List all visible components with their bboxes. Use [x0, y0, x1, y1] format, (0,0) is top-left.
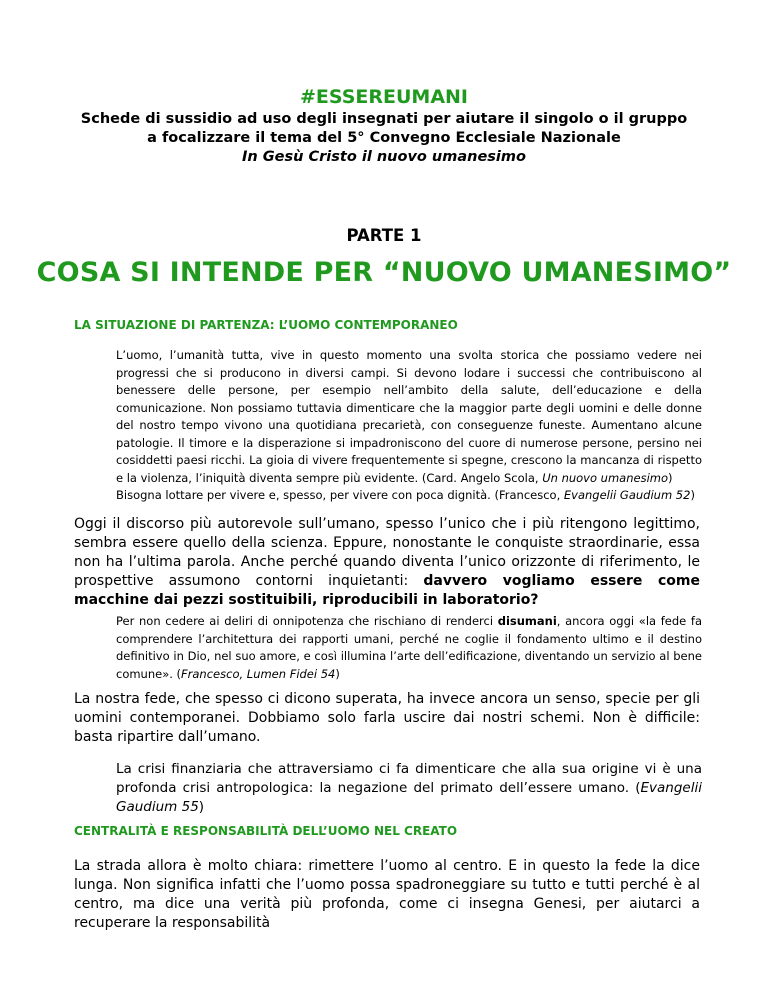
section-heading-centralita: CENTRALITÀ E RESPONSABILITÀ DELL’UOMO NEL CREATO — [74, 824, 458, 838]
quote-scola-text: L’uomo, l’umanità tutta, vive in questo momento una svolta storica che possiamo vedere nei progressi che si producono in diversi campi. Si devono lodare i successi che contribuiscono al benessere delle persone, per esempio nell’ambito della salute, dell’educazione e della comunicazione. Non possiamo tuttavia dimenticare che la maggior parte degli uomini e delle donne del nostro tempo vivono una quotidiana precarietà, con conseguenze funeste. Aumentano alcune patologie. Il timore e la disperazione si impadroniscono del cuore di numerose persone, persino nei cosiddetti paesi ricchi. La gioia di vivere frequentemente si spegne, crescono la mancanza di rispetto e la violenza, l’iniquità diventa sempre più evidente. (Card. Angelo Scola, — [116, 348, 702, 485]
quote-lf-source: Francesco, Lumen Fidei 54 — [181, 666, 336, 681]
quote-eg52-source: Evangelii Gaudium 52 — [563, 488, 691, 502]
quote-eg52 — [116, 487, 702, 505]
document-hashtag: #ESSEREUMANI — [299, 86, 468, 108]
document-subtitle — [60, 110, 708, 167]
subtitle-line-3: In Gesù Cristo il nuovo umanesimo — [242, 149, 526, 165]
quote-scola-end: ) — [668, 470, 673, 485]
paragraph-scienza-bold: davvero vogliamo essere come macchine dai pezzi sostituibili, riproducibili in laboratorio? — [74, 573, 701, 608]
quote-lf-post: , ancora oggi «la fede fa comprendere l’architettura dei rapporti umani, perché ne coglie il fondamento ultimo e il destino definitivo in Dio, nel suo amore, e così illumina l’arte dell’edificazione, diventando un servizio al bene comune». ( — [116, 614, 703, 681]
quote-eg52-end: ) — [690, 488, 695, 502]
section-heading-situazione: LA SITUAZIONE DI PARTENZA: L’UOMO CONTEMPORANEO — [74, 318, 458, 332]
subtitle-line-2: a focalizzare il tema del 5° Convegno Ecclesiale Nazionale — [147, 130, 621, 146]
quote-scola — [116, 347, 702, 487]
quote-lumen-fidei — [116, 613, 702, 683]
quote-eg55-text: La crisi finanziaria che attraversiamo ci fa dimenticare che alla sua origine vi è una profonda crisi antropologica: la negazione del primato dell’essere umano. ( — [116, 761, 702, 796]
subtitle-line-1: Schede di sussidio ad uso degli insegnati per aiutare il singolo o il gruppo — [80, 111, 688, 127]
quote-lf-end: ) — [335, 666, 340, 681]
paragraph-scienza-text: Oggi il discorso più autorevole sull’umano, spesso l’unico che i più ritengono legittimo, sembra essere quello della scienza. Eppure, nonostante le conquiste straordinarie, essa non ha l’ultima parola. Anche perché quando diventa l’unico orizzonte di riferimento, le prospettive assumono contorni inquietanti: — [74, 516, 700, 589]
quote-lf-bold: disumani — [497, 614, 557, 628]
quote-lf-pre: Per non cedere ai deliri di onnipotenza che rischiano di renderci — [116, 614, 498, 628]
paragraph-fede: La nostra fede, che spesso ci dicono superata, ha invece ancora un senso, specie per gli uomini contemporanei. Dobbiamo solo farla uscire dai nostri schemi. Non è difficile: basta ripartire dall’umano. — [74, 691, 700, 745]
main-title: COSA SI INTENDE PER “NUOVO UMANESIMO” — [36, 257, 732, 288]
quote-eg55-source: Evangelii Gaudium 55 — [116, 780, 702, 815]
quote-eg55-end: ) — [198, 799, 205, 815]
paragraph-centralita: La strada allora è molto chiara: rimettere l’uomo al centro. E in questo la fede la dice lunga. Non significa infatti che l’uomo possa spadroneggiare su tutto e tutti perché è al centro, ma dice una verità più profonda, come ci insegna Genesi, per aiutarci a recuperare la responsabilità — [74, 858, 700, 931]
part-label: PARTE 1 — [346, 226, 422, 245]
quote-eg52-text: Bisogna lottare per vivere e, spesso, per vivere con poca dignità. (Francesco, — [116, 488, 564, 502]
paragraph-scienza — [74, 515, 700, 610]
quote-scola-source: Un nuovo umanesimo — [542, 470, 669, 485]
quote-eg55 — [116, 760, 702, 817]
